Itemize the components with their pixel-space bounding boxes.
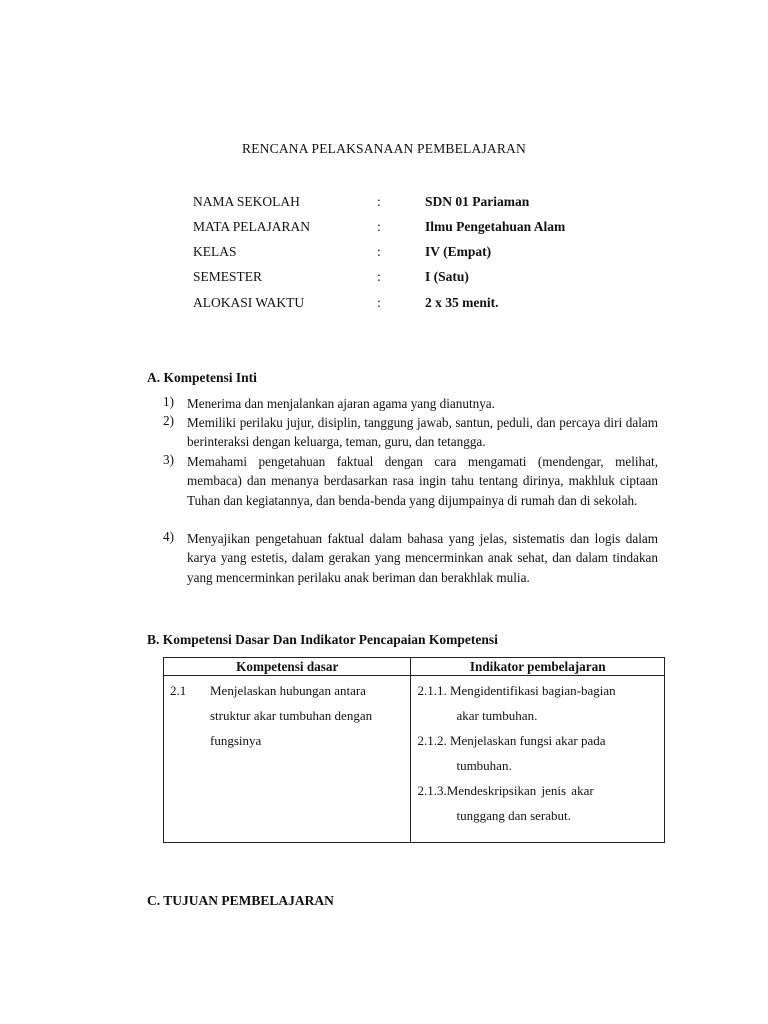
indicator-cell — [411, 676, 665, 843]
identity-label-school: NAMA SEKOLAH — [193, 194, 300, 209]
list-item-text: Memahami pengetahuan faktual dengan cara mengamati (mendengar, melihat, membaca) dan menanya berdasarkan rasa ingin tahu tentang dirinya, makhluk ciptaan Tuhan dan kegiatannya, dan benda-benda yang dijumpainya di rumah dan di sekolah. — [187, 454, 658, 508]
identity-colon: : — [377, 194, 381, 209]
competency-text-line: fungsinya — [210, 733, 262, 748]
competency-number: 2.1 — [170, 683, 187, 698]
list-item-number: 3) — [163, 452, 174, 467]
list-item — [163, 394, 658, 413]
table-header-competency: Kompetensi dasar — [164, 658, 411, 676]
indicator-text-line: tunggang dan serabut. — [456, 808, 571, 823]
table-row — [164, 676, 665, 843]
competency-text-line: struktur akar tumbuhan dengan — [210, 708, 373, 723]
identity-label-time: ALOKASI WAKTU — [193, 295, 305, 310]
table-header-row — [164, 658, 665, 676]
indicator-item — [417, 678, 658, 728]
list-item-number: 2) — [163, 413, 174, 428]
indicator-item — [417, 778, 658, 828]
list-item — [163, 413, 658, 452]
competency-text-line: Menjelaskan hubungan antara — [210, 683, 366, 698]
list-item — [163, 452, 658, 510]
identity-label-semester: SEMESTER — [193, 269, 263, 284]
indicator-text-line: 2.1.1. Mengidentifikasi bagian-bagian — [417, 683, 616, 698]
identity-value-time: 2 x 35 menit. — [425, 295, 499, 310]
section-a-heading: A. Kompetensi Inti — [147, 370, 257, 385]
identity-value-class: IV (Empat) — [425, 244, 492, 259]
indicator-text-line: 2.1.2. Menjelaskan fungsi akar pada — [417, 733, 606, 748]
section-c-heading: C. TUJUAN PEMBELAJARAN — [147, 893, 334, 908]
identity-colon: : — [377, 269, 381, 284]
list-item-number: 1) — [163, 394, 174, 409]
section-b-heading: B. Kompetensi Dasar Dan Indikator Pencapaian Kompetensi — [147, 632, 498, 647]
identity-value-subject: Ilmu Pengetahuan Alam — [425, 219, 566, 234]
list-item-number: 4) — [163, 529, 174, 544]
table-header-indicator: Indikator pembelajaran — [411, 658, 665, 676]
indicator-text-line: tumbuhan. — [456, 758, 512, 773]
identity-value-school: SDN 01 Pariaman — [425, 194, 530, 209]
identity-label-class: KELAS — [193, 244, 237, 259]
list-item-text: Menerima dan menjalankan ajaran agama yang dianutnya. — [187, 396, 495, 411]
identity-label-subject: MATA PELAJARAN — [193, 219, 311, 234]
identity-colon: : — [377, 244, 381, 259]
list-item-text: Menyajikan pengetahuan faktual dalam bahasa yang jelas, sistematis dan logis dalam karya yang estetis, dalam gerakan yang mencerminkan anak sehat, dan dalam tindakan yang mencerminkan perilaku anak beriman dan berakhlak mulia. — [187, 531, 658, 585]
identity-colon: : — [377, 219, 381, 234]
competency-cell — [164, 676, 411, 843]
identity-colon: : — [377, 295, 381, 310]
indicator-text-line: akar tumbuhan. — [456, 708, 538, 723]
list-item-text: Memiliki perilaku jujur, disiplin, tanggung jawab, santun, peduli, dan percaya diri dalam berinteraksi dengan keluarga, teman, guru, dan tetangga. — [187, 415, 658, 450]
indicator-text-line: 2.1.3.Mendeskripsikan jenis akar — [417, 783, 594, 798]
identity-value-semester: I (Satu) — [425, 269, 469, 284]
list-item — [163, 529, 658, 587]
document-title: RENCANA PELAKSANAAN PEMBELAJARAN — [242, 141, 526, 156]
indicator-item — [417, 728, 658, 778]
competency-table — [163, 657, 665, 843]
